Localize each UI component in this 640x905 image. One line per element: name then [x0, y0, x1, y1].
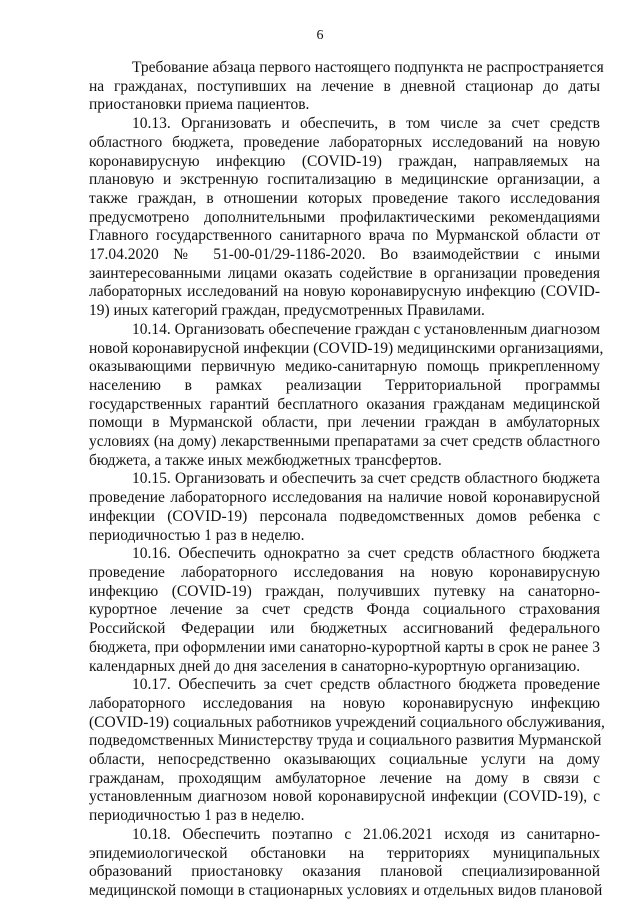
text-line: бюджета, при оформлении ими санаторно-курортной карты в срок не ранее 3 — [89, 638, 600, 656]
text-line: проведение лабораторного исследования на наличие новой коронавирусной — [89, 489, 600, 507]
text-line: Российской Федерации или бюджетных ассигнований федерального — [89, 620, 600, 638]
text-line: Требование абзаца первого настоящего подпункта не распространяется — [132, 59, 604, 76]
text-line: 19) иных категорий граждан, предусмотренных Правилами. — [89, 302, 485, 320]
page-number: 6 — [316, 28, 324, 43]
text-line: приостановки приема пациентов. — [89, 96, 310, 114]
text-line: 17.04.2020 № 51-00-01/29-1186-2020. Во взаимодействии с иными — [89, 246, 600, 264]
text-line: установленным диагнозом новой коронавирусной инфекции (COVID-19), с — [89, 788, 600, 806]
text-line: инфекции (COVID-19) персонала подведомственных домов ребенка с — [89, 507, 600, 525]
text-line: образований приостановку оказания плановой специализированной — [89, 863, 600, 881]
text-line: предусмотрено дополнительными профилактическими рекомендациями — [89, 208, 600, 226]
text-line: 10.18. Обеспечить поэтапно с 21.06.2021 исходя из санитарно- — [132, 825, 600, 843]
text-line: периодичностью 1 раз в неделю. — [89, 526, 305, 544]
text-line: условиях (на дому) лекарственными препаратами за счет средств областного — [89, 433, 600, 451]
text-line: 10.13. Организовать и обеспечить, в том числе за счет средств — [132, 115, 600, 133]
text-line: проведение лабораторного исследования на новую коронавирусную — [89, 563, 600, 581]
text-line: (COVID-19) социальных работников учреждений социального обслуживания, — [89, 713, 605, 731]
text-line: новой коронавирусной инфекции (COVID-19) медицинскими организациями, — [89, 339, 604, 357]
text-line: бюджета, а также иных межбюджетных трансфертов. — [89, 451, 442, 469]
text-line: инфекцию (COVID-19) граждан, получивших путевку на санаторно- — [89, 582, 600, 600]
text-line: оказывающими первичную медико-санитарную помощь прикрепленному — [89, 358, 600, 376]
text-line: помощи в Мурманской области, при лечении граждан в амбулаторных — [89, 414, 600, 432]
text-line: медицинской помощи в стационарных условиях и отдельных видов плановой — [89, 881, 603, 899]
text-line: государственных гарантий бесплатного оказания гражданам медицинской — [89, 395, 600, 413]
text-line: 10.14. Организовать обеспечение граждан с установленным диагнозом — [132, 320, 600, 338]
text-line: областного бюджета, проведение лабораторных исследований на новую — [89, 133, 600, 151]
text-line: Главного государственного санитарного врача по Мурманской области от — [89, 227, 600, 245]
text-line: также граждан, в отношении которых проведение такого исследования — [89, 189, 600, 207]
text-line: плановую и экстренную госпитализацию в медицинские организации, а — [89, 171, 600, 189]
text-line: на гражданах, поступивших на лечение в дневной стационар до даты — [89, 77, 600, 95]
text-line: лабораторного исследования на новую коронавирусную инфекцию — [89, 694, 600, 712]
text-line: заинтересованными лицами оказать содействие в организации проведения — [89, 264, 600, 282]
text-line: календарных дней до дня заселения в санаторно-курортную организацию. — [89, 657, 581, 675]
text-line: 10.15. Организовать и обеспечить за счет средств областного бюджета — [132, 470, 600, 488]
text-line: лабораторных исследований на новую коронавирусную инфекцию (COVID- — [89, 283, 600, 301]
text-line: области, непосредственно оказывающих социальные услуги на дому — [89, 751, 600, 769]
text-line: 10.17. Обеспечить за счет средств областного бюджета проведение — [132, 676, 600, 694]
text-line: курортное лечение за счет средств Фонда социального страхования — [89, 601, 600, 619]
text-line: эпидемиологической обстановки на территориях муниципальных — [89, 844, 600, 862]
text-line: гражданам, проходящим амбулаторное лечение на дому в связи с — [89, 769, 600, 787]
document-body — [89, 59, 605, 901]
text-line: подведомственных Министерству труда и социального развития Мурманской — [89, 732, 602, 750]
text-line: 10.16. Обеспечить однократно за счет средств областного бюджета — [132, 545, 600, 563]
text-line: периодичностью 1 раз в неделю. — [89, 807, 305, 825]
text-line: населению в рамках реализации Территориальной программы — [89, 376, 600, 394]
text-line: коронавирусную инфекцию (COVID-19) граждан, направляемых на — [89, 152, 600, 170]
